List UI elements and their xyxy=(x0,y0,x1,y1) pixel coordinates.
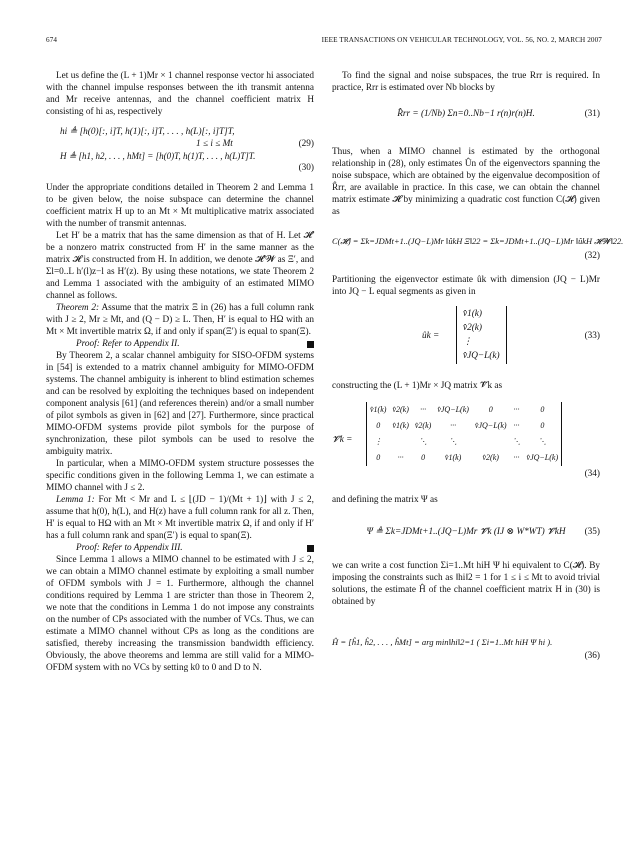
matrix-cell: v̂2(k) xyxy=(414,421,432,430)
paragraph-subspaces: To find the signal and noise subspaces, the true Rrr is required. In practice, Rrr is estimated over Nb blocks by xyxy=(332,71,600,93)
equation-32-number: (32) xyxy=(584,251,600,261)
paragraph-lemma-intro: In particular, when a MIMO-OFDM system structure possesses the specific conditions given in the following Lemma 1, we can estimate a MIMO channel with J ≤ 2. xyxy=(46,459,314,493)
vk-matrix xyxy=(366,402,562,466)
journal-title: IEEE TRANSACTIONS ON VEHICULAR TECHNOLOGY, VOL. 56, NO. 2, MARCH 2007 xyxy=(321,36,602,44)
matrix-cell xyxy=(472,434,510,450)
equation-36 xyxy=(332,636,600,660)
matrix-cell: v̂1(k) xyxy=(444,453,462,462)
matrix-row xyxy=(367,434,562,450)
qed-symbol xyxy=(307,341,314,348)
paragraph-channel-vector: Let us define the (L + 1)Mr × 1 channel response vector hi associated with the channel impulse responses between the ith transmit antenna and Mr receive antennas, and the channel coefficient matrix H consisting of hi as, respectively xyxy=(46,71,314,117)
lemma-1-label: Lemma 1: xyxy=(56,495,95,505)
paragraph-noise-subspace: Under the appropriate conditions detailed in Theorem 2 and Lemma 1 to be given below, the noise subspace can determine the channel coefficient matrix H up to an Mt × Mt multiplicative matrix associated with the number of transmit antennas. xyxy=(46,183,314,229)
matrix-cell: ⋱ xyxy=(538,437,547,446)
matrix-cell: 0 xyxy=(540,405,545,414)
proof-theorem-2-text: Proof: Refer to Appendix II. xyxy=(76,339,180,349)
matrix-cell: v̂JQ−L(k) xyxy=(526,453,559,462)
matrix-cell: ··· xyxy=(450,421,457,430)
paragraph-notation: Let H′ be a matrix that has the same dimension as that of H. Let 𝓗′ be a nonzero matrix constructed from H′ in the same manner as the matrix 𝓗 is constructed from H. In addition, we denote 𝓗′𝓦 as Ξ′, and Σl=0..L h′(l)z−l as H′(z). By using these notations, we state Theorem 2 and Lemma 1 associated with the ambiguity of an estimated MIMO channel as follows. xyxy=(46,231,314,301)
matrix-cell: ⋱ xyxy=(419,437,428,446)
equation-36-number: (36) xyxy=(584,651,600,661)
page-header xyxy=(46,36,602,48)
matrix-cell: ··· xyxy=(513,453,520,462)
matrix-cell: ⋱ xyxy=(449,437,458,446)
equation-35-number: (35) xyxy=(584,527,600,537)
matrix-cell: v̂1(k) xyxy=(370,405,387,414)
page-number: 674 xyxy=(46,36,58,44)
matrix-cell: 0 xyxy=(421,453,426,462)
equation-32 xyxy=(332,236,624,261)
eigenvector-segment: v̂2(k) xyxy=(463,323,482,333)
equation-30 xyxy=(46,150,314,174)
equation-34-lhs: 𝓥̂k = xyxy=(332,435,353,445)
theorem-2 xyxy=(46,302,314,338)
matrix-cell: ··· xyxy=(397,453,404,462)
equation-30-line1: H ≜ [h1, h2, . . . , hMt] = [h(0)T, h(1)T, . . . , h(L)T]T. xyxy=(60,151,256,161)
matrix-cell: v̂2(k) xyxy=(482,453,499,462)
matrix-cell: ⋱ xyxy=(512,437,521,446)
paragraph-define-psi: and defining the matrix Ψ as xyxy=(332,495,438,505)
qed-symbol xyxy=(307,545,314,552)
proof-theorem-2 xyxy=(46,338,314,350)
equation-29 xyxy=(46,126,314,150)
theorem-2-label: Theorem 2: xyxy=(56,303,100,313)
matrix-row xyxy=(367,402,562,418)
eigenvector-segments xyxy=(456,306,507,364)
matrix-cell: v̂JQ−L(k) xyxy=(474,421,507,430)
matrix-cell: 0 xyxy=(488,405,493,414)
equation-29-number: (29) xyxy=(298,139,314,149)
equation-36-body: Ĥ = [ĥ1, ĥ2, . . . , ĥMt] = arg min‖hi‖2=1 ( Σi=1..Mt hiH Ψ hi ). xyxy=(332,637,553,647)
equation-29-line1: hi ≜ [h(0)[:, i]T, h(1)[:, i]T, . . . , h(L)[:, i]T]T, xyxy=(60,127,235,137)
right-column xyxy=(332,70,624,661)
matrix-row xyxy=(367,418,562,434)
eigenvector-segment: v̂JQ−L(k) xyxy=(463,351,500,361)
theorem-2-text: Assume that the matrix Ξ in (26) has a full column rank with J ≥ 2, Mr ≥ Mt, and (Q − D) ≥ L. Then, H′ is equal to HΩ with an Mt × Mt invertible matrix Ω, if and only if span(Ξ′) is equal to span(Ξ). xyxy=(46,303,315,337)
equation-30-number: (30) xyxy=(298,163,314,173)
proof-lemma-1-text: Proof: Refer to Appendix III. xyxy=(76,543,183,553)
matrix-cell: ··· xyxy=(513,421,520,430)
matrix-row xyxy=(367,450,562,466)
paragraph-ambiguity: By Theorem 2, a scalar channel ambiguity for SISO-OFDM systems in [54] is extended to a matrix channel ambiguity for MIMO-OFDM systems. The channel ambiguity is inherent to blind estimation schemes and can be resolved by exploiting the techniques based on independent component analysis [61] (and references therein) and/or a small number of pilot symbols as given in [62] and [27]. Furthermore, since practical MIMO-OFDM systems provide pilot symbols for the purpose of synchronization, these pilot symbols can be used to resolve the ambiguity matrix. xyxy=(46,351,314,457)
paragraph-estimate: we can write a cost function Σi=1..Mt hiH Ψ hi equivalent to C(𝓗). By imposing the constraints such as ‖hi‖2 = 1 for 1 ≤ i ≤ Mt to avoid trivial solutions, the estimate Ĥ of the channel coefficient matrix H in (30) is obtained by xyxy=(332,561,600,607)
proof-lemma-1 xyxy=(46,542,314,554)
paragraph-cost-function: Thus, when a MIMO channel is estimated by the orthogonal relationship in (28), only estimates Ûn of the eigenvectors spanning the noise subspace, which are obtained by the eigenvalue decomposition of R̂rr, are available in practice. In this case, we can obtain the channel matrix estimate 𝓗̂ by minimizing a quadratic cost function C(𝓗) given as xyxy=(332,147,600,217)
matrix-cell: v̂1(k) xyxy=(392,421,409,430)
equation-29-line2: 1 ≤ i ≤ Mt xyxy=(196,139,233,149)
matrix-cell: 0 xyxy=(376,453,381,462)
equation-31-number: (31) xyxy=(584,109,600,119)
lemma-1-text: For Mt < Mr and L ≤ ⌊(JD − 1)/(Mt + 1)⌋ with J ≤ 2, assume that h(0), h(L), and H(z) have a full column rank for all z. Then, H′ is equal to HΩ with an Mt × Mt invertible matrix Ω, if and only if H′ has a full column rank and span(Ξ′) is equal to span(Ξ). xyxy=(46,495,314,541)
left-column xyxy=(46,70,314,674)
equation-33-lhs: ûk = xyxy=(422,331,440,341)
matrix-cell: 0 xyxy=(376,421,381,430)
matrix-cell: ··· xyxy=(513,405,520,414)
equation-32-body: C(𝓗) = Σk=JDMt+1..(JQ−L)Mr ‖ûkH Ξ‖22 = Σk=JDMt+1..(JQ−L)Mr ‖ûkH 𝓗𝓦‖22. xyxy=(332,237,624,246)
equation-31 xyxy=(332,108,600,120)
matrix-cell: v̂JQ−L(k) xyxy=(437,405,469,414)
matrix-cell: ··· xyxy=(420,405,427,414)
matrix-cell xyxy=(389,434,411,450)
equation-34-number: (34) xyxy=(584,469,600,479)
matrix-cell: 0 xyxy=(540,421,545,430)
matrix-cell: ⋮ xyxy=(374,437,383,446)
equation-31-body: R̂rr = (1/Nb) Σn=0..Nb−1 r(n)r(n)H. xyxy=(397,109,535,119)
eigenvector-segment: v̂1(k) xyxy=(463,309,482,319)
equation-35-body: Ψ ≜ Σk=JDMt+1..(JQ−L)Mr 𝓥̂k (IJ ⊗ W*WT) 𝓥̂kH xyxy=(366,527,566,537)
equation-33 xyxy=(332,304,600,370)
eigenvector-segment: ⋮ xyxy=(463,337,473,347)
equation-34 xyxy=(332,402,600,482)
paragraph-construct: constructing the (L + 1)Mr × JQ matrix 𝓥̂k as xyxy=(332,381,503,391)
paragraph-lemma-discussion: Since Lemma 1 allows a MIMO channel to be estimated with J ≤ 2, we can obtain a MIMO channel estimate by exploiting a small number of OFDM symbols with J = 1. Furthermore, although the channel conditions required by Lemma 1 are stricter than those in Theorem 2, we note that the conditions in Lemma 1 do not impose any constraints on the number of CPs associated with the number of VCs. Thus, we can estimate a MIMO channel without CPs as long as the conditions are satisfied, thereby increasing the transmission bandwidth efficiency. Obviously, the above theorems and lemma are still valid for a MIMO-OFDM system with no VCs by setting k0 to 0 and D to N. xyxy=(46,555,314,673)
equation-33-number: (33) xyxy=(584,331,600,341)
matrix-cell: v̂2(k) xyxy=(392,405,409,414)
equation-35 xyxy=(332,526,600,538)
paragraph-partition: Partitioning the eigenvector estimate ûk with dimension (JQ − L)Mr into JQ − L equal segments as given in xyxy=(332,275,600,297)
lemma-1 xyxy=(46,494,314,542)
